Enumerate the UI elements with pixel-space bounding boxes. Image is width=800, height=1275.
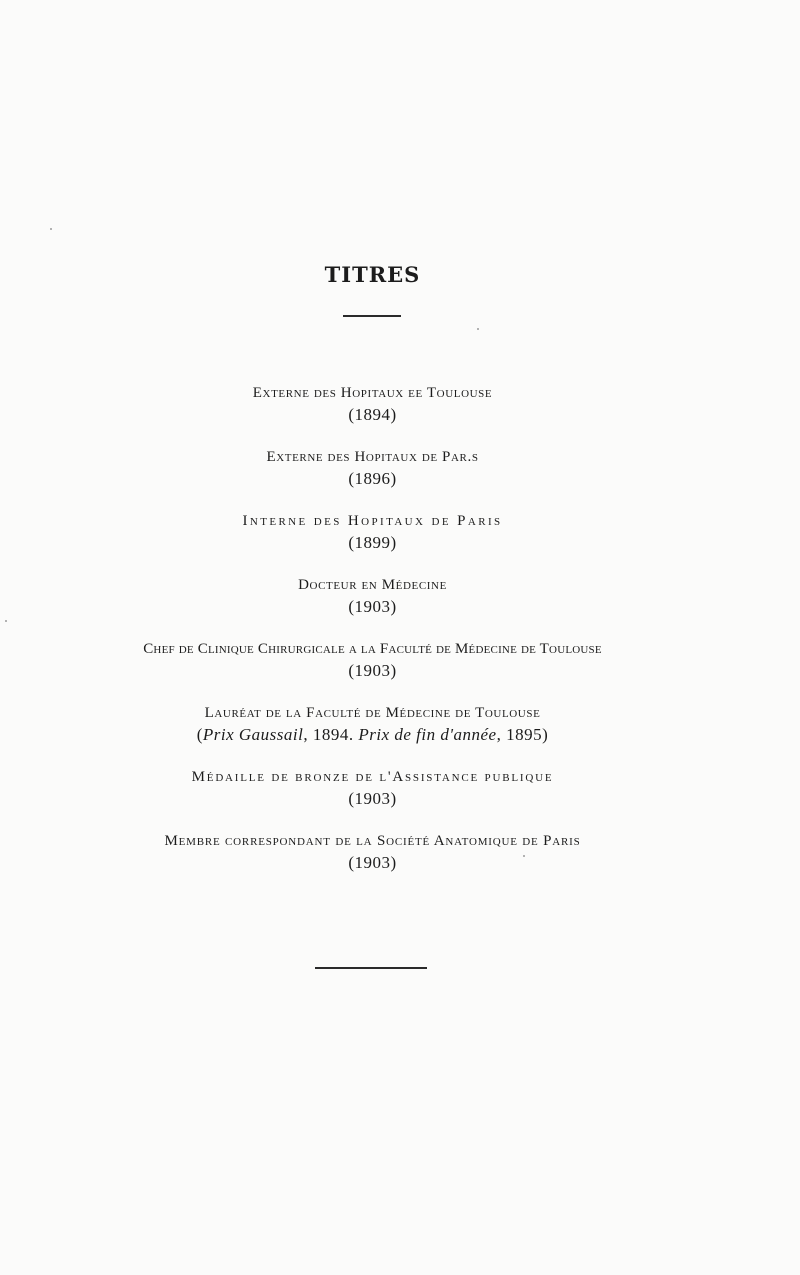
list-item [0,766,745,810]
entry-title: Interne des Hopitaux de Paris [242,513,503,529]
prize-year: , 1895) [496,725,549,744]
entry-title: Médaille de bronze de l'Assistance publique [191,769,554,785]
prize-name: Prix de fin d'année [358,725,497,744]
entry-date: (1903) [348,597,397,616]
entry-date: (1903) [348,789,397,808]
entry-date: (1903) [348,853,397,872]
entry-title: Membre correspondant de la Société Anatomique de Paris [164,833,581,849]
detail-open-paren: ( [196,725,203,744]
entry-date: (1896) [348,469,397,488]
title-underline-rule [343,315,401,317]
closing-rule [315,967,427,969]
list-item [0,510,745,554]
list-item [0,446,745,490]
paper-speck [477,328,479,330]
list-item [0,830,745,874]
entry-title: Chef de Clinique Chirurgicale a la Faculté de Médecine de Toulouse [143,641,602,657]
entry-date: (1903) [348,661,397,680]
entry-title: Externe des Hopitaux de Par.s [266,449,479,465]
paper-speck [50,228,52,230]
entry-prize-detail [0,724,745,746]
entry-title: Docteur en Médecine [298,577,447,593]
paper-speck [5,620,7,622]
list-item [0,638,745,682]
prize-year: , 1894. [303,725,359,744]
entry-date: (1899) [348,533,397,552]
entry-title: Externe des Hopitaux ee Toulouse [252,385,493,401]
titles-list [0,382,745,894]
list-item [0,574,745,618]
paper-speck [523,855,525,857]
list-item [0,382,745,426]
entry-date: (1894) [348,405,397,424]
entry-title: Lauréat de la Faculté de Médecine de Toulouse [204,705,541,721]
prize-name: Prix Gaussail [202,725,304,744]
list-item [0,702,745,746]
page-title: TITRES [324,262,421,287]
